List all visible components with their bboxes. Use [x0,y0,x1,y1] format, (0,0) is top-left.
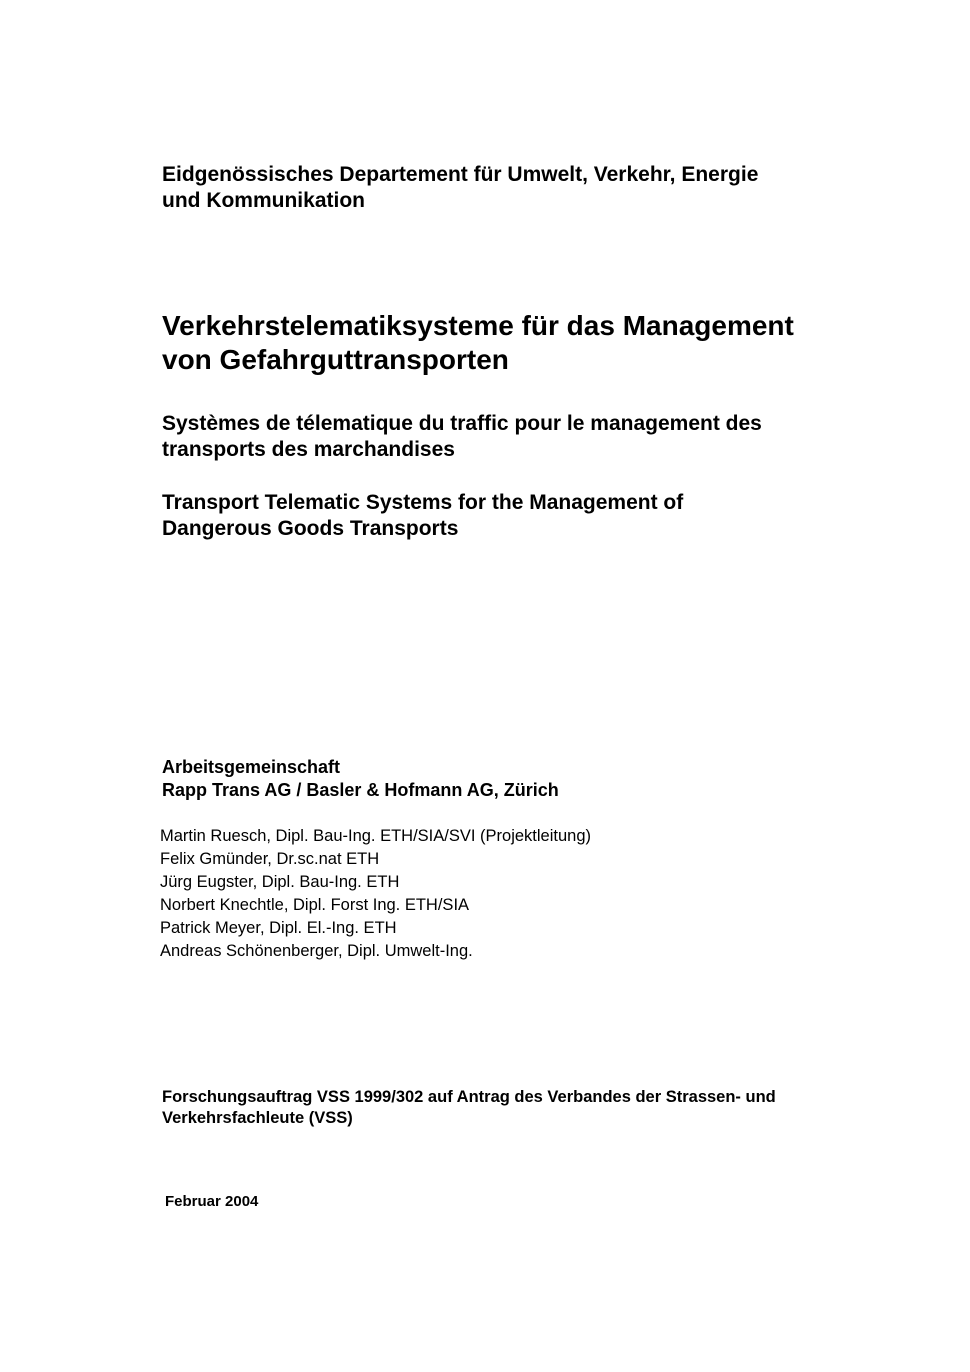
author-list [160,825,760,963]
title-english [162,490,882,542]
title-french [162,411,882,463]
consortium-members: Rapp Trans AG / Basler & Hofmann AG, Zürich [162,780,559,800]
consortium-label: Arbeitsgemeinschaft [162,757,341,777]
research-order-line-2: Verkehrsfachleute (VSS) [162,1109,353,1127]
title-german-line-1: Verkehrstelematiksysteme für das Management [162,310,794,341]
research-order-line-1: Forschungsauftrag VSS 1999/302 auf Antrag des Verbandes der Strassen- und [162,1088,776,1106]
author-item: Jürg Eugster, Dipl. Bau-Ing. ETH [160,873,400,891]
author-item: Patrick Meyer, Dipl. El.-Ing. ETH [160,919,397,937]
title-german-line-2: von Gefahrguttransporten [162,344,509,375]
author-item: Andreas Schönenberger, Dipl. Umwelt-Ing. [160,942,473,960]
department-heading [162,162,862,214]
author-item: Norbert Knechtle, Dipl. Forst Ing. ETH/SIA [160,896,470,914]
consortium [162,756,762,802]
title-english-line-2: Dangerous Goods Transports [162,517,459,540]
title-french-line-2: transports des marchandises [162,438,455,461]
department-line-2: und Kommunikation [162,189,365,212]
department-line-1: Eidgenössisches Departement für Umwelt, Verkehr, Energie [162,163,759,186]
author-item: Felix Gmünder, Dr.sc.nat ETH [160,850,380,868]
research-order [162,1087,882,1129]
author-item: Martin Ruesch, Dipl. Bau-Ing. ETH/SIA/SVI (Projektleitung) [160,827,591,845]
title-french-line-1: Systèmes de télematique du traffic pour le management des [162,412,762,435]
title-english-line-1: Transport Telematic Systems for the Management of [162,491,684,514]
title-german [162,309,882,377]
publication-date: Februar 2004 [165,1193,259,1210]
